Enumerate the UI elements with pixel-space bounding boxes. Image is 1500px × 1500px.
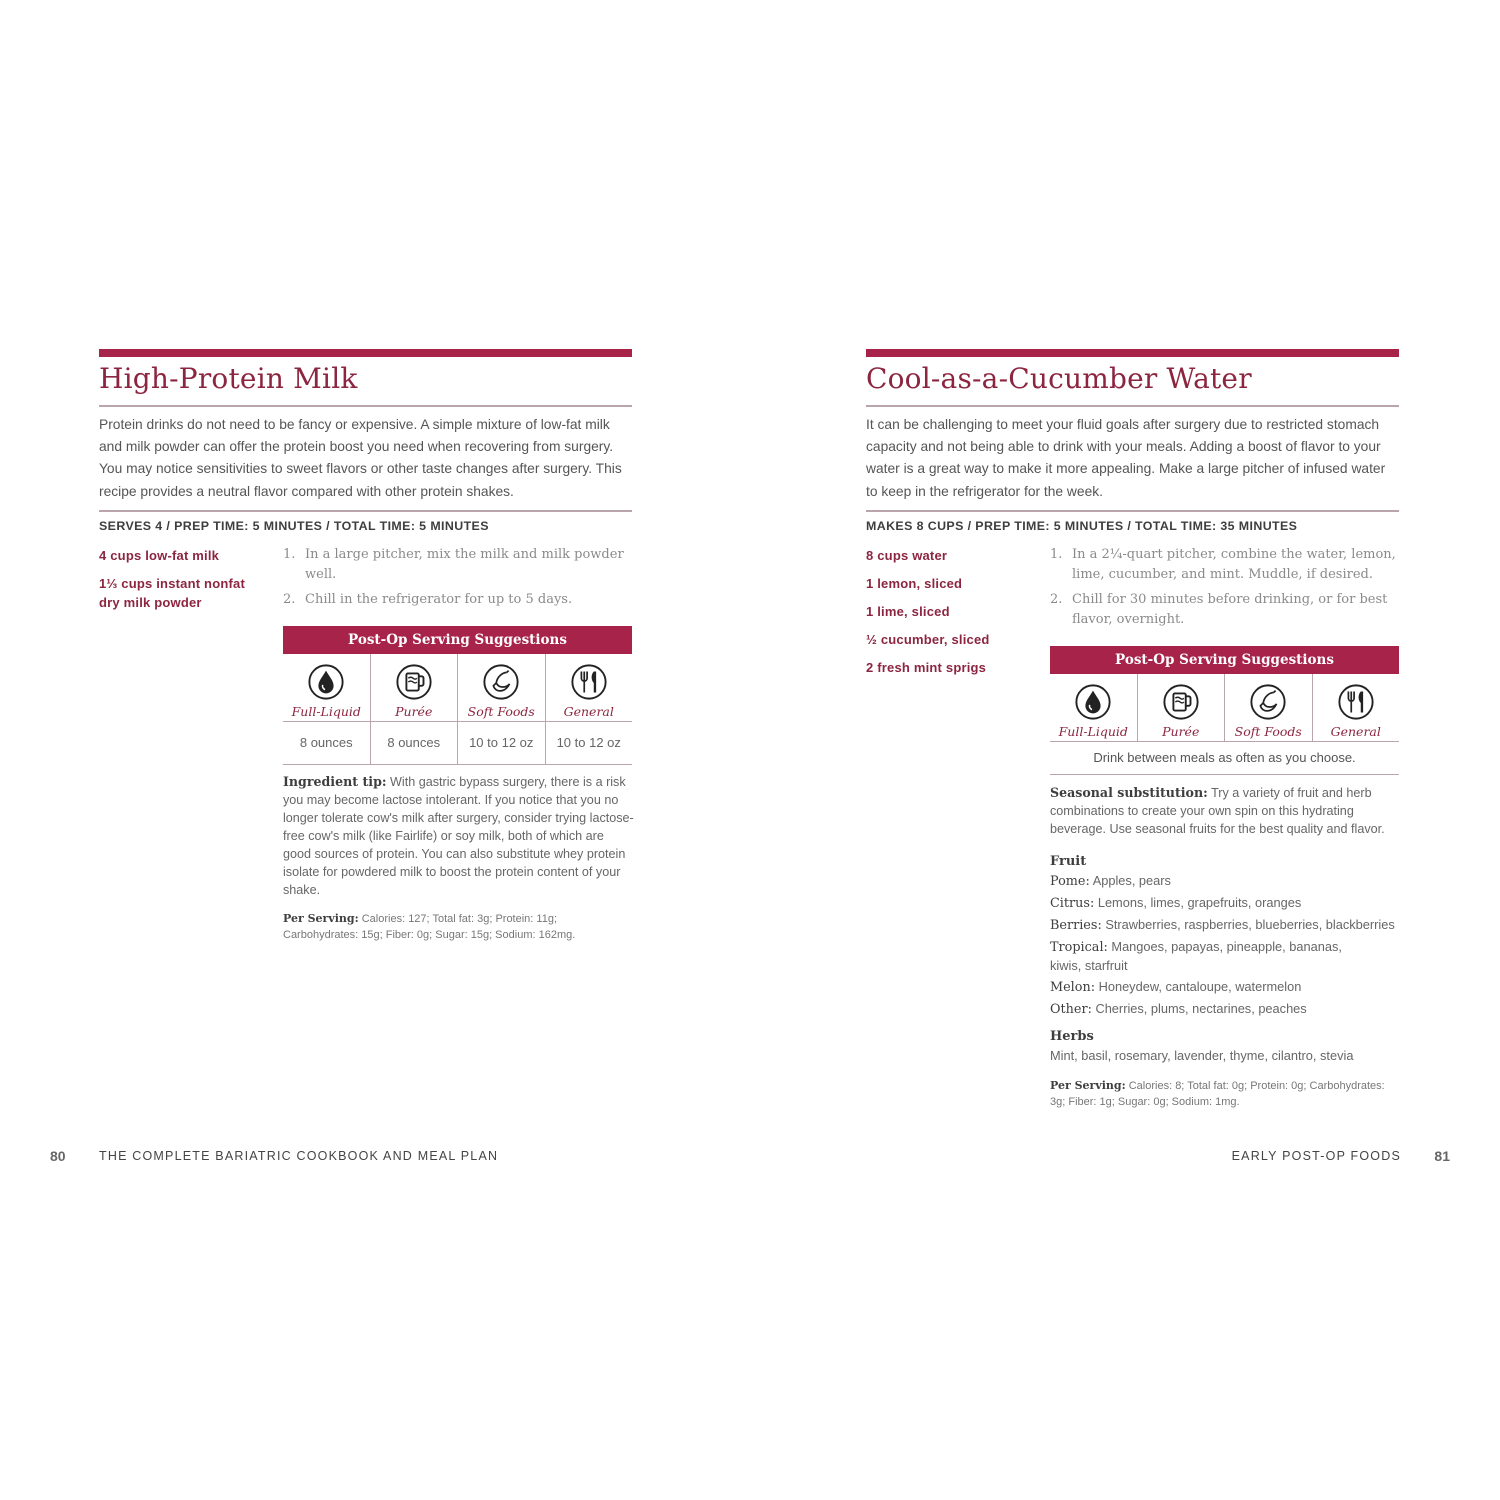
divider (99, 510, 632, 512)
fruit-item (1050, 1000, 1402, 1019)
ingredient-tip (283, 773, 635, 899)
ingredient-item: 1 lemon, sliced (866, 576, 963, 591)
page-number-left: 80 (50, 1148, 66, 1164)
step-item (1050, 590, 1399, 629)
step-number: 1. (283, 547, 296, 562)
divider (866, 510, 1399, 512)
recipe-meta: MAKES 8 CUPS / PREP TIME: 5 MINUTES / TOTAL TIME: 35 MINUTES (866, 519, 1298, 533)
seasonal-substitution (1050, 784, 1402, 838)
ingredient-item: ½ cucumber, sliced (866, 632, 990, 647)
serving-label: Purée (371, 702, 458, 722)
fruit-category: Melon: (1050, 980, 1096, 995)
serving-suggestions-heading: Post-Op Serving Suggestions (283, 626, 632, 654)
recipe-intro: It can be challenging to meet your fluid goals after surgery due to restricted stomach capacity and not being able to drink with your meals. Adding a boost of flavor to your water is a great way to make it more appealing. Make a large pitcher of infused water to keep in the refrigerator for the week. (866, 417, 1386, 499)
serving-column-soft-foods (1225, 674, 1313, 742)
divider (866, 405, 1399, 407)
step-item (1050, 545, 1399, 584)
recipe-title: High-Protein Milk (99, 362, 358, 395)
ingredient-item: 1 lime, sliced (866, 604, 950, 619)
fork-knife-icon (1313, 674, 1400, 722)
liquid-drop-icon (1050, 674, 1137, 722)
per-serving-text: Calories: 127; Total fat: 3g; Protein: 11g; Carbohydrates: 15g; Fiber: 0g; Sugar: 15g; Sodium: 162mg. (283, 913, 576, 941)
serving-note: Drink between meals as often as you choose. (1050, 742, 1399, 775)
fork-knife-icon (546, 654, 633, 702)
tip-label: Ingredient tip: (283, 774, 387, 789)
serving-label: General (1313, 722, 1400, 742)
fruit-category: Other: (1050, 1002, 1092, 1017)
serving-label: Purée (1138, 722, 1225, 742)
serving-column-full-liquid (1050, 674, 1138, 742)
recipe-title: Cool-as-a-Cucumber Water (866, 362, 1252, 395)
substitution-text: Try a variety of fruit and herb combinations to create your own spin on this hydrating beverage. Use seasonal fruits for the best quality and flavor. (1050, 786, 1385, 836)
fruit-category: Tropical: (1050, 940, 1108, 955)
step-list (1050, 545, 1399, 635)
fruit-category: Pome: (1050, 874, 1090, 889)
serving-value: 10 to 12 oz (458, 722, 545, 765)
serving-suggestions-heading: Post-Op Serving Suggestions (1050, 646, 1399, 674)
fruit-item (1050, 872, 1402, 891)
fruit-values: Apples, pears (1092, 873, 1171, 888)
step-list (283, 545, 632, 616)
fruit-values: Honeydew, cantaloupe, watermelon (1098, 979, 1302, 994)
step-item (283, 590, 632, 610)
title-accent-bar (99, 349, 632, 357)
step-text: In a 2¼-quart pitcher, combine the water, lemon, lime, cucumber, and mint. Muddle, if desired. (1072, 547, 1396, 582)
running-footer-left: THE COMPLETE BARIATRIC COOKBOOK AND MEAL PLAN (99, 1149, 499, 1163)
serving-label: Full-Liquid (283, 702, 370, 722)
tip-text: With gastric bypass surgery, there is a risk you may become lactose intolerant. If you notice that you no longer tolerate cow's milk after surgery, consider trying lactose-free cow's milk (like Fairlife) or soy milk, both of which are good sources of protein. You can also substitute whey protein isolate for powdered milk to boost the protein content of your shake. (283, 775, 634, 897)
ingredient-item: 8 cups water (866, 548, 948, 563)
title-accent-bar (866, 349, 1399, 357)
serving-value: 10 to 12 oz (546, 722, 633, 765)
step-text: In a large pitcher, mix the milk and milk powder well. (305, 547, 624, 582)
page-number-right: 81 (1434, 1148, 1450, 1164)
recipe-intro: Protein drinks do not need to be fancy or expensive. A simple mixture of low-fat milk and milk powder can offer the protein boost you need when recovering from surgery. You may notice sensitivities to sweet flavors or other taste changes after surgery. This recipe provides a neutral flavor compared with other protein shakes. (99, 417, 622, 499)
puree-mug-icon (371, 654, 458, 702)
serving-suggestions-table (283, 626, 632, 765)
substitution-label: Seasonal substitution: (1050, 785, 1208, 800)
serving-label: Soft Foods (1225, 722, 1312, 742)
step-text: Chill for 30 minutes before drinking, or for best flavor, overnight. (1072, 592, 1388, 627)
step-number: 2. (283, 592, 296, 607)
serving-label: Full-Liquid (1050, 722, 1137, 742)
serving-column-full-liquid (283, 654, 371, 765)
fruit-list (1050, 852, 1402, 1022)
fruit-values: Lemons, limes, grapefruits, oranges (1097, 895, 1302, 910)
fruit-item (1050, 916, 1402, 935)
per-serving-text: Calories: 8; Total fat: 0g; Protein: 0g; Carbohydrates: 3g; Fiber: 1g; Sugar: 0g; Sodium: 1mg. (1050, 1080, 1385, 1108)
serving-column-puree (1138, 674, 1226, 742)
serving-label: General (546, 702, 633, 722)
fruit-heading: Fruit (1050, 854, 1087, 869)
herbs-values: Mint, basil, rosemary, lavender, thyme, cilantro, stevia (1050, 1048, 1354, 1063)
divider (99, 405, 632, 407)
recipe-meta: SERVES 4 / PREP TIME: 5 MINUTES / TOTAL TIME: 5 MINUTES (99, 519, 489, 533)
running-footer-right: EARLY POST-OP FOODS (1231, 1149, 1401, 1163)
serving-suggestions-grid (283, 654, 632, 765)
fruit-item (1050, 978, 1402, 997)
ingredient-list (99, 546, 269, 621)
serving-suggestions-grid (1050, 674, 1399, 742)
nutrition-per-serving (1050, 1078, 1402, 1110)
puree-mug-icon (1138, 674, 1225, 722)
serving-value: 8 ounces (371, 722, 458, 765)
ingredient-item: 1⅓ cups instant nonfat dry milk powder (99, 576, 245, 610)
step-number: 2. (1050, 592, 1063, 607)
serving-column-soft-foods (458, 654, 546, 765)
herbs-heading: Herbs (1050, 1029, 1094, 1044)
serving-label: Soft Foods (458, 702, 545, 722)
fruit-values: Cherries, plums, nectarines, peaches (1095, 1001, 1307, 1016)
step-number: 1. (1050, 547, 1063, 562)
per-serving-label: Per Serving: (1050, 1079, 1126, 1092)
fruit-category: Berries: (1050, 918, 1102, 933)
per-serving-label: Per Serving: (283, 912, 359, 925)
ingredient-item: 4 cups low-fat milk (99, 548, 220, 563)
banana-icon (458, 654, 545, 702)
banana-icon (1225, 674, 1312, 722)
step-item (283, 545, 632, 584)
herb-list (1050, 1027, 1402, 1068)
fruit-values: Strawberries, raspberries, blueberries, blackberries (1105, 917, 1395, 932)
fruit-category: Citrus: (1050, 896, 1095, 911)
liquid-drop-icon (283, 654, 370, 702)
serving-suggestions-table (1050, 646, 1399, 775)
step-text: Chill in the refrigerator for up to 5 days. (305, 592, 573, 607)
serving-column-general (546, 654, 633, 765)
ingredient-item: 2 fresh mint sprigs (866, 660, 987, 675)
fruit-item (1050, 894, 1402, 913)
ingredient-list (866, 546, 1036, 686)
fruit-values: Mangoes, papayas, pineapple, bananas, kiwis, starfruit (1050, 939, 1342, 973)
fruit-item (1050, 938, 1350, 975)
serving-value: 8 ounces (283, 722, 370, 765)
serving-column-general (1313, 674, 1400, 742)
nutrition-per-serving (283, 911, 635, 943)
serving-column-puree (371, 654, 459, 765)
